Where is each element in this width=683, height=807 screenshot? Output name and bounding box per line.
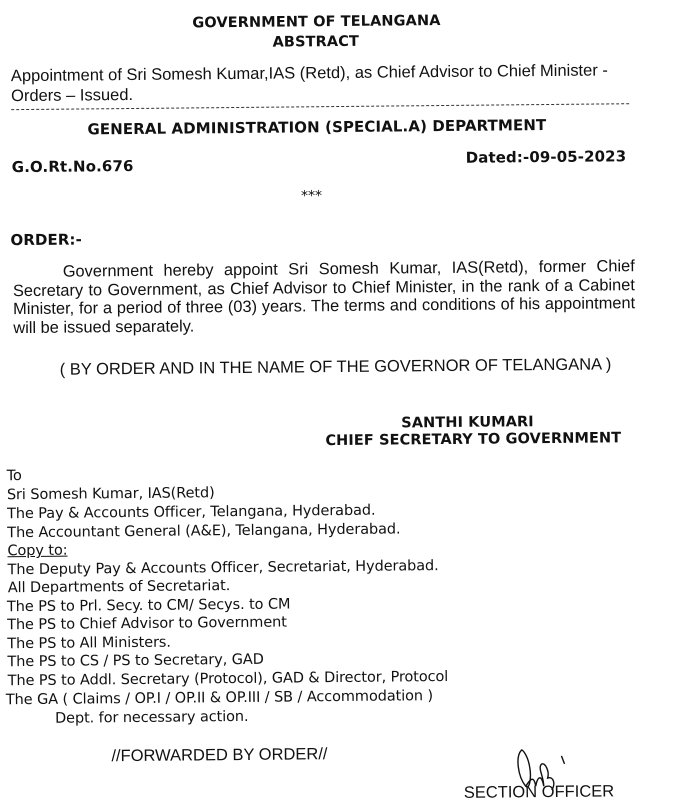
- order-body-text: Government hereby appoint Sri Somesh Kumar, IAS(Retd), former Chief Secretary to Government, as Chief Advisor to Chief Minister, in the rank of a Cabinet Minister, for a period of three (03) years. The terms and conditions of his appointment will be issued separately.: [12, 257, 636, 337]
- subject-line-2: Orders – Issued.: [10, 85, 134, 106]
- signatory-designation: CHIEF SECRETARY TO GOVERNMENT: [325, 430, 622, 450]
- copy-recipient: The GA ( Claims / OP.I / OP.II & OP.III / SB / Accommodation ): [5, 688, 434, 709]
- by-order-line: ( BY ORDER AND IN THE NAME OF THE GOVERNOR OF TELANGANA ): [59, 355, 612, 379]
- go-number: G.O.Rt.No.676: [11, 156, 134, 177]
- copy-recipient: Dept. for necessary action.: [54, 708, 249, 727]
- government-title: GOVERNMENT OF TELANGANA: [192, 13, 441, 32]
- copy-recipient: The PS to Prl. Secy. to CM/ Secys. to CM: [6, 596, 291, 616]
- copy-recipient: The Deputy Pay & Accounts Officer, Secretariat, Hyderabad.: [7, 558, 439, 579]
- to-recipient: Sri Somesh Kumar, IAS(Retd): [6, 485, 215, 504]
- to-recipient: The Pay & Accounts Officer, Telangana, Hyderabad.: [7, 502, 376, 523]
- forwarded-by-order: //FORWARDED BY ORDER//: [111, 745, 328, 766]
- section-officer-label: SECTION OFFICER: [463, 782, 615, 802]
- copy-recipient: All Departments of Secretariat.: [7, 578, 231, 597]
- copy-recipient: The PS to Addl. Secretary (Protocol), GAD & Director, Protocol: [7, 668, 449, 690]
- copy-recipient: The PS to CS / PS to Secretary, GAD: [7, 651, 264, 671]
- to-recipient: The Accountant General (A&E), Telangana, Hyderabad.: [7, 521, 401, 542]
- department-title: GENERAL ADMINISTRATION (SPECIAL.A) DEPARTMENT: [87, 116, 547, 139]
- order-body: [13, 257, 636, 337]
- copy-recipient: The PS to All Ministers.: [7, 634, 171, 653]
- separator-asterisks: ***: [300, 188, 323, 205]
- order-date: Dated:-09-05-2023: [465, 147, 627, 167]
- to-label: To: [6, 468, 22, 485]
- subject-line-1: Appointment of Sri Somesh Kumar,IAS (Retd), as Chief Advisor to Chief Minister -: [10, 61, 608, 86]
- abstract-label: ABSTRACT: [272, 33, 359, 51]
- order-heading: ORDER:-: [10, 230, 83, 250]
- signatory-name: SANTHI KUMARI: [401, 414, 534, 432]
- copy-recipient: The PS to Chief Advisor to Government: [7, 614, 287, 634]
- copy-to-label: Copy to:: [7, 542, 68, 560]
